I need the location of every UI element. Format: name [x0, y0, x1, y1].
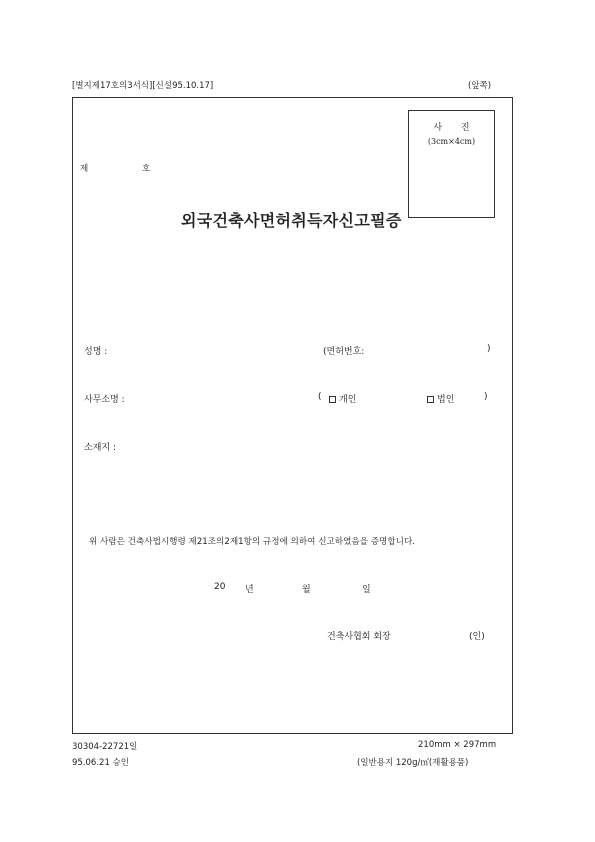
name-label: 성명 : — [84, 347, 108, 357]
photo-size: (3cm×4cm) — [427, 137, 476, 146]
seal-mark: (인) — [469, 632, 485, 642]
office-name-label: 사무소명 : — [84, 395, 125, 405]
date-month: 월 — [302, 585, 311, 595]
individual-option[interactable] — [329, 392, 356, 405]
license-number-label: (면허번호: — [323, 347, 365, 357]
date-day: 일 — [362, 585, 371, 595]
document-title: 외국건축사면허취득자신고필증 — [181, 211, 402, 230]
certification-statement: 위 사람은 건축사법시행령 제21조의2제1항의 규정에 의하여 신고하였음을 증명합니다. — [89, 537, 415, 547]
paper-type: (일반용지 120g/㎡(재활용품) — [357, 758, 469, 768]
form-reference: [별지제17호의3서식][신설95.10.17] — [72, 81, 214, 91]
number-prefix: 제 — [80, 164, 89, 174]
address-label: 소재지 : — [84, 443, 116, 453]
date-year: 년 — [245, 585, 254, 595]
form-code: 30304-22721일 — [72, 742, 138, 752]
corporation-option[interactable] — [427, 392, 454, 405]
individual-checkbox[interactable] — [329, 396, 336, 403]
corporation-checkbox[interactable] — [427, 396, 434, 403]
photo-box — [408, 110, 495, 218]
individual-label: 개인 — [339, 395, 357, 405]
office-type-open: ( — [318, 392, 322, 402]
office-type-close: ) — [484, 392, 488, 402]
photo-label: 사 진 — [433, 123, 478, 133]
number-suffix: 호 — [142, 164, 151, 174]
page-side-label: (앞쪽) — [468, 81, 492, 91]
issuer-name: 건축사협회 회장 — [327, 632, 391, 642]
date-year-prefix: 20 — [214, 582, 226, 592]
corporation-label: 법인 — [437, 395, 455, 405]
paper-size: 210mm × 297mm — [418, 740, 497, 750]
approval-date: 95.06.21 승인 — [72, 758, 129, 768]
license-number-close: ) — [487, 344, 491, 354]
